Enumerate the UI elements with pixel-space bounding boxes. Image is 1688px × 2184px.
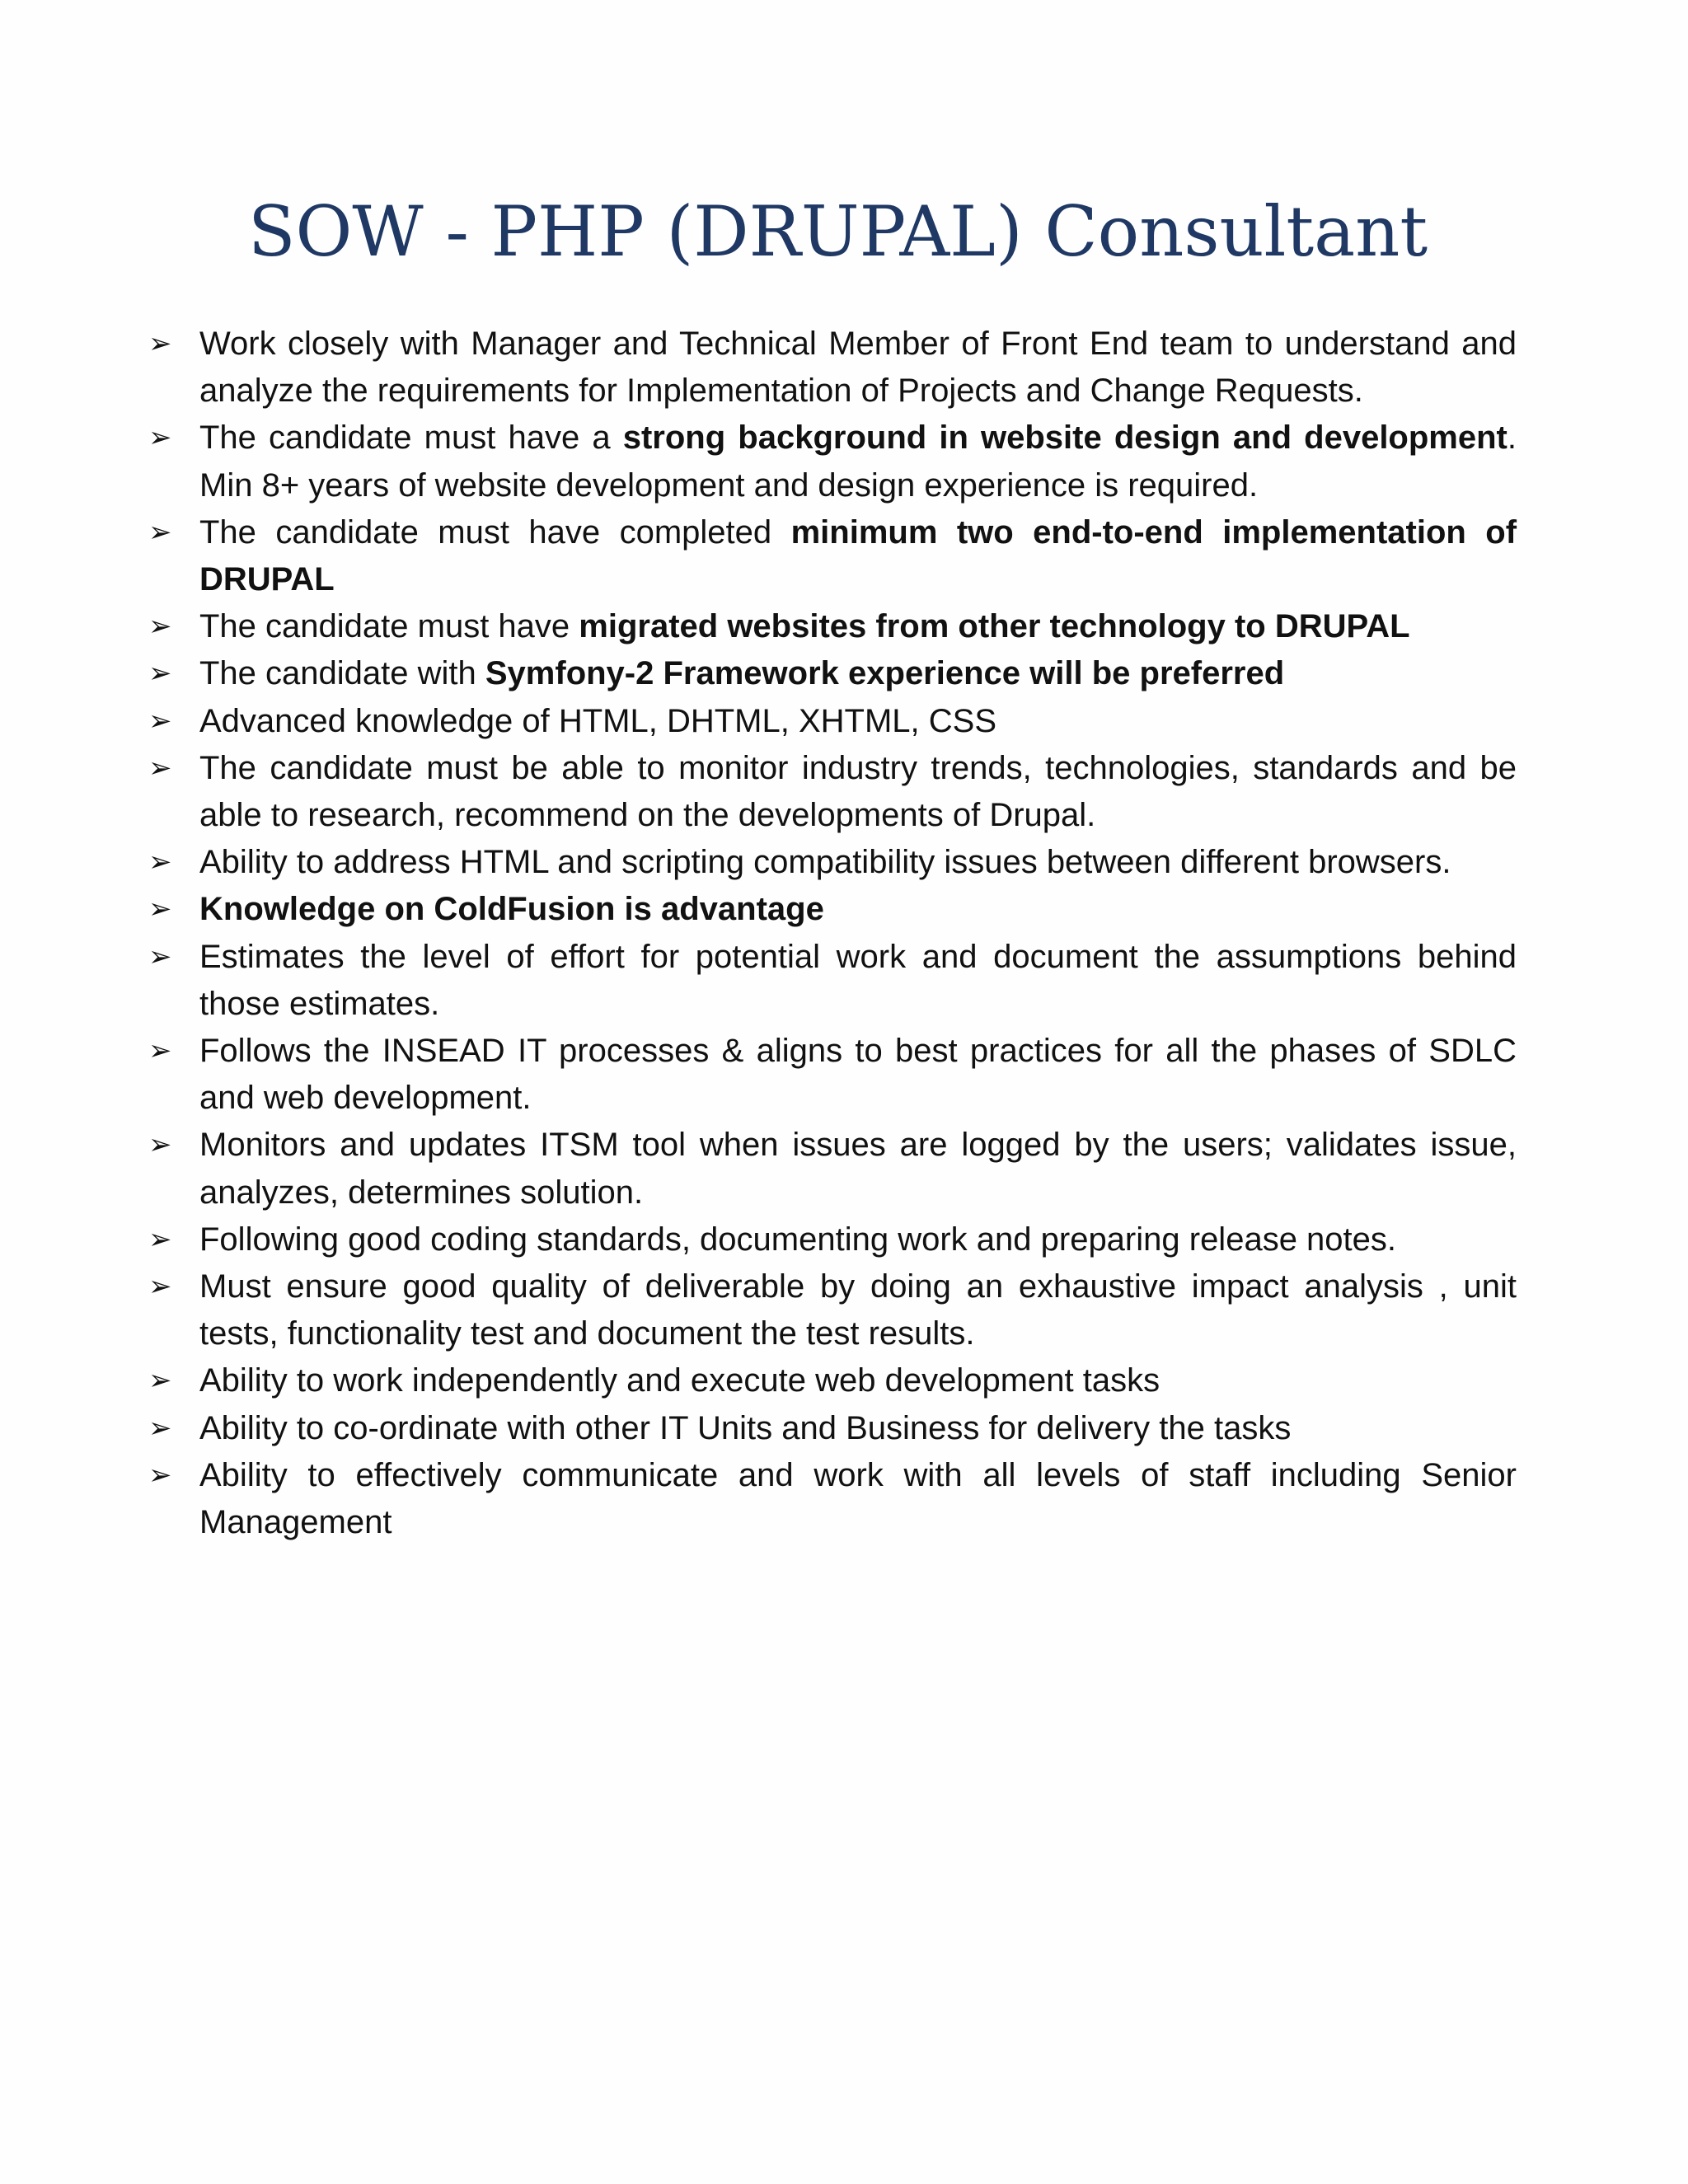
arrowhead-bullet-icon: ➢ bbox=[148, 1128, 172, 1162]
list-item-text bbox=[199, 415, 1517, 509]
list-item bbox=[148, 1357, 1517, 1404]
text-run: Monitors and updates ITSM tool when issues are logged by the users; validates issue, analyzes, determines solution. bbox=[199, 1127, 1517, 1211]
list-item-text bbox=[199, 1263, 1517, 1357]
list-item-text bbox=[199, 1405, 1517, 1452]
list-item bbox=[148, 1122, 1517, 1216]
arrowhead-bullet-icon: ➢ bbox=[148, 515, 172, 549]
arrowhead-bullet-icon: ➢ bbox=[148, 893, 172, 926]
text-run: Ability to address HTML and scripting compatibility issues between different browsers. bbox=[199, 844, 1451, 881]
arrowhead-bullet-icon: ➢ bbox=[148, 327, 172, 360]
list-item-text bbox=[199, 1357, 1517, 1404]
text-run: The candidate must be able to monitor industry trends, technologies, standards and be able to research, recommend on the developments of Drupal. bbox=[199, 749, 1517, 834]
arrowhead-bullet-icon: ➢ bbox=[148, 657, 172, 691]
arrowhead-bullet-icon: ➢ bbox=[148, 1364, 172, 1398]
text-run: Follows the INSEAD IT processes & aligns to best practices for all the phases of SDLC and web development. bbox=[199, 1033, 1517, 1117]
arrowhead-bullet-icon: ➢ bbox=[148, 1270, 172, 1304]
text-run: Estimates the level of effort for potential work and document the assumptions behind those estimates. bbox=[199, 938, 1517, 1022]
list-item-text bbox=[199, 1028, 1517, 1122]
list-item-text bbox=[199, 650, 1517, 697]
list-item bbox=[148, 321, 1517, 415]
list-item-text bbox=[199, 321, 1517, 415]
list-item-text bbox=[199, 509, 1517, 603]
list-item bbox=[148, 1028, 1517, 1122]
page-title: SOW - PHP (DRUPAL) Consultant bbox=[248, 191, 1428, 272]
list-item-text bbox=[199, 1452, 1517, 1546]
text-run: Advanced knowledge of HTML, DHTML, XHTML, CSS bbox=[199, 702, 997, 739]
arrowhead-bullet-icon: ➢ bbox=[148, 846, 172, 879]
arrowhead-bullet-icon: ➢ bbox=[148, 1222, 172, 1256]
arrowhead-bullet-icon: ➢ bbox=[148, 751, 172, 785]
list-item bbox=[148, 509, 1517, 603]
text-run: Ability to work independently and execute web development tasks bbox=[199, 1362, 1160, 1399]
arrowhead-bullet-icon: ➢ bbox=[148, 421, 172, 455]
list-item bbox=[148, 1452, 1517, 1546]
arrowhead-bullet-icon: ➢ bbox=[148, 1034, 172, 1068]
text-run: The candidate must have a bbox=[199, 419, 623, 457]
list-item bbox=[148, 839, 1517, 886]
arrowhead-bullet-icon: ➢ bbox=[148, 610, 172, 644]
text-run: The candidate with bbox=[199, 655, 485, 692]
text-run: Following good coding standards, documenting work and preparing release notes. bbox=[199, 1221, 1397, 1258]
text-run: Ability to effectively communicate and work with all levels of staff including Senior Management bbox=[199, 1456, 1517, 1541]
list-item bbox=[148, 745, 1517, 839]
text-run: Ability to co-ordinate with other IT Units and Business for delivery the tasks bbox=[199, 1409, 1292, 1446]
list-item-text bbox=[199, 886, 1517, 933]
list-item bbox=[148, 934, 1517, 1028]
list-item-text bbox=[199, 839, 1517, 886]
text-run: The candidate must have bbox=[199, 608, 579, 645]
bold-text-run: migrated websites from other technology to DRUPAL bbox=[579, 608, 1410, 645]
bold-text-run: Symfony-2 Framework experience will be preferred bbox=[485, 655, 1285, 692]
list-item bbox=[148, 650, 1517, 697]
list-item bbox=[148, 1263, 1517, 1357]
arrowhead-bullet-icon: ➢ bbox=[148, 940, 172, 973]
bold-text-run: strong background in website design and development bbox=[622, 419, 1507, 457]
list-item bbox=[148, 415, 1517, 509]
list-item bbox=[148, 603, 1517, 650]
list-item-text bbox=[199, 1122, 1517, 1216]
text-run: Must ensure good quality of deliverable by doing an exhaustive impact analysis , unit tests, functionality test and document the test results. bbox=[199, 1268, 1517, 1352]
bold-text-run: Knowledge on ColdFusion is advantage bbox=[199, 891, 824, 928]
list-item bbox=[148, 886, 1517, 933]
list-item-text bbox=[199, 698, 1517, 745]
list-item bbox=[148, 1405, 1517, 1452]
list-item-text bbox=[199, 603, 1517, 650]
text-run: The candidate must have completed bbox=[199, 513, 791, 551]
list-item-text bbox=[199, 1216, 1517, 1263]
list-item bbox=[148, 1216, 1517, 1263]
arrowhead-bullet-icon: ➢ bbox=[148, 1458, 172, 1492]
text-run: Work closely with Manager and Technical Member of Front End team to understand and analyze the requirements for Implementation of Projects and Change Requests. bbox=[199, 326, 1517, 410]
list-item-text bbox=[199, 934, 1517, 1028]
list-item bbox=[148, 698, 1517, 745]
list-item-text bbox=[199, 745, 1517, 839]
bold-text-run: minimum two end-to-end implementation of DRUPAL bbox=[199, 513, 1517, 598]
arrowhead-bullet-icon: ➢ bbox=[148, 704, 172, 738]
arrowhead-bullet-icon: ➢ bbox=[148, 1411, 172, 1445]
requirements-list bbox=[148, 321, 1517, 1546]
text-run: . Min 8+ years of website development and design experience is required. bbox=[199, 419, 1517, 504]
